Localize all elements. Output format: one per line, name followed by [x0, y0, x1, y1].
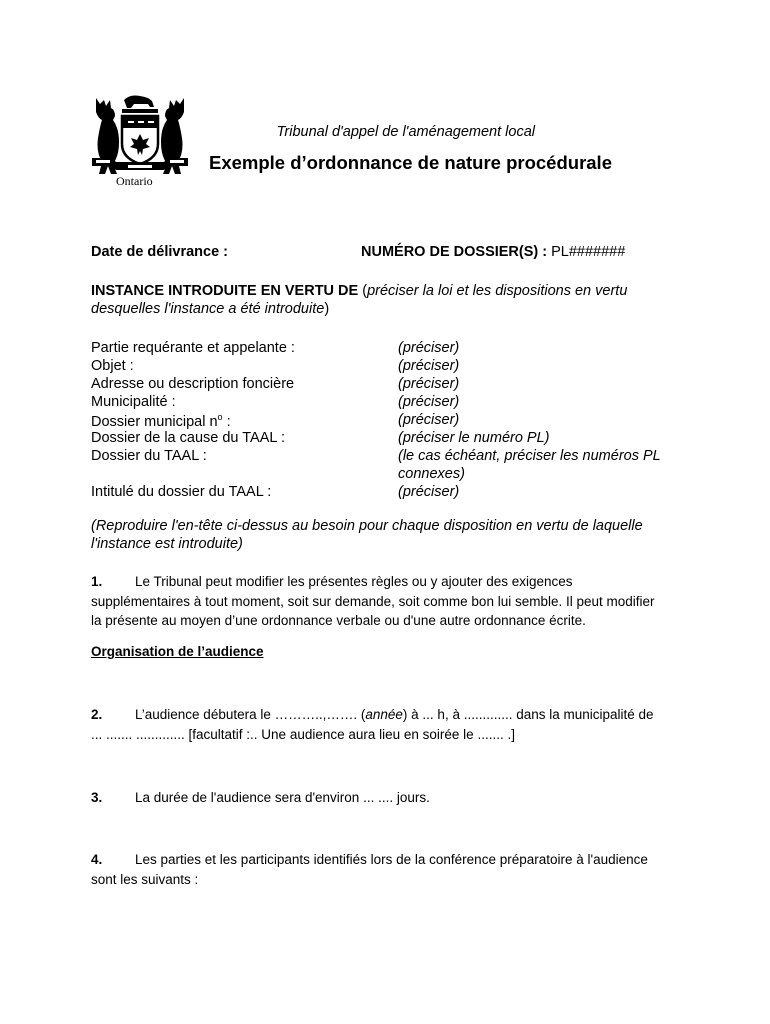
para4-line2: sont les suivants :: [91, 872, 199, 887]
issue-date-label: Date de délivrance :: [91, 244, 228, 260]
para3-line1: [91, 790, 430, 805]
field-value: (préciser): [398, 412, 460, 428]
logo-wordmark: Ontario: [116, 174, 153, 188]
file-number: [361, 244, 625, 260]
field-label: Dossier de la cause du TAAL :: [91, 430, 285, 446]
instance-note-line2: [91, 301, 329, 317]
field-value: (le cas échéant, préciser les numéros PL: [398, 448, 661, 464]
field-value: (préciser): [398, 340, 460, 356]
para2-line2: ... ....... ............. [facultatif :.. Une audience aura lieu en soirée le ....... .]: [91, 727, 515, 742]
field-label-municipal-file: [91, 412, 231, 430]
field-label: Adresse ou description foncière: [91, 376, 295, 392]
field-label: Objet :: [91, 358, 134, 374]
file-number-label: NUMÉRO DE DOSSIER(S) :: [361, 244, 548, 260]
field-value-continued: connexes): [398, 466, 465, 482]
field-value: (préciser): [398, 394, 460, 410]
para1-line1: [91, 574, 573, 589]
reproduce-note-line1: (Reproduire l'en-tête ci-dessus au besoin pour chaque disposition en vertu de laquelle: [91, 518, 643, 534]
field-label: Partie requérante et appelante :: [91, 340, 295, 356]
field-label-colon: :: [222, 413, 231, 430]
para-text: L’audience débutera le ………..,……. (: [135, 707, 366, 722]
field-value: (préciser): [398, 484, 460, 500]
para2-line1: [91, 707, 654, 722]
instance-heading: [91, 283, 627, 299]
para-text-italic: année: [365, 707, 403, 722]
para-number: 3.: [91, 790, 103, 805]
field-label: Dossier du TAAL :: [91, 448, 207, 464]
para-number: 2.: [91, 707, 103, 722]
field-value: (préciser): [398, 358, 460, 374]
field-label: Municipalité :: [91, 394, 176, 410]
para-number: 1.: [91, 574, 103, 589]
field-value: (préciser): [398, 376, 460, 392]
section-heading: Organisation de l’audience: [91, 644, 264, 659]
para-text: La durée de l'audience sera d'environ ... .... jours.: [135, 790, 430, 805]
instance-heading-label: INSTANCE INTRODUITE EN VERTU DE: [91, 283, 359, 299]
instance-note-line1: préciser la loi et les dispositions en vertu: [367, 283, 628, 299]
para-text: Les parties et les participants identifiés lors de la conférence préparatoire à l'audience: [135, 852, 648, 867]
field-label-sup: o: [217, 412, 223, 422]
reproduce-note-line2: l'instance est introduite): [91, 536, 243, 552]
ontario-coat-of-arms-logo: [88, 92, 192, 192]
para1-line2: supplémentaires à tout moment, soit sur demande, soit comme bon lui semble. Il peut modifier: [91, 594, 655, 609]
document-title: Exemple d’ordonnance de nature procédurale: [209, 152, 612, 173]
tribunal-name: Tribunal d'appel de l'aménagement local: [276, 124, 535, 140]
para1-line3: la présente au moyen d’une ordonnance verbale ou d'une autre ordonnance écrite.: [91, 613, 586, 628]
field-label-text: Dossier municipal n: [91, 413, 218, 430]
para-number: 4.: [91, 852, 103, 867]
para-text: Le Tribunal peut modifier les présentes règles ou y ajouter des exigences: [135, 574, 573, 589]
field-value: (préciser le numéro PL): [398, 430, 550, 446]
para4-line1: [91, 852, 648, 867]
file-number-value: PL#######: [547, 244, 626, 260]
paren-open: (: [358, 283, 368, 299]
para-text: ) à ... h, à ............. dans la municipalité de: [402, 707, 654, 722]
field-label: Intitulé du dossier du TAAL :: [91, 484, 272, 500]
paren-close: ): [324, 301, 330, 317]
instance-note-text: desquelles l'instance a été introduite: [91, 301, 325, 317]
